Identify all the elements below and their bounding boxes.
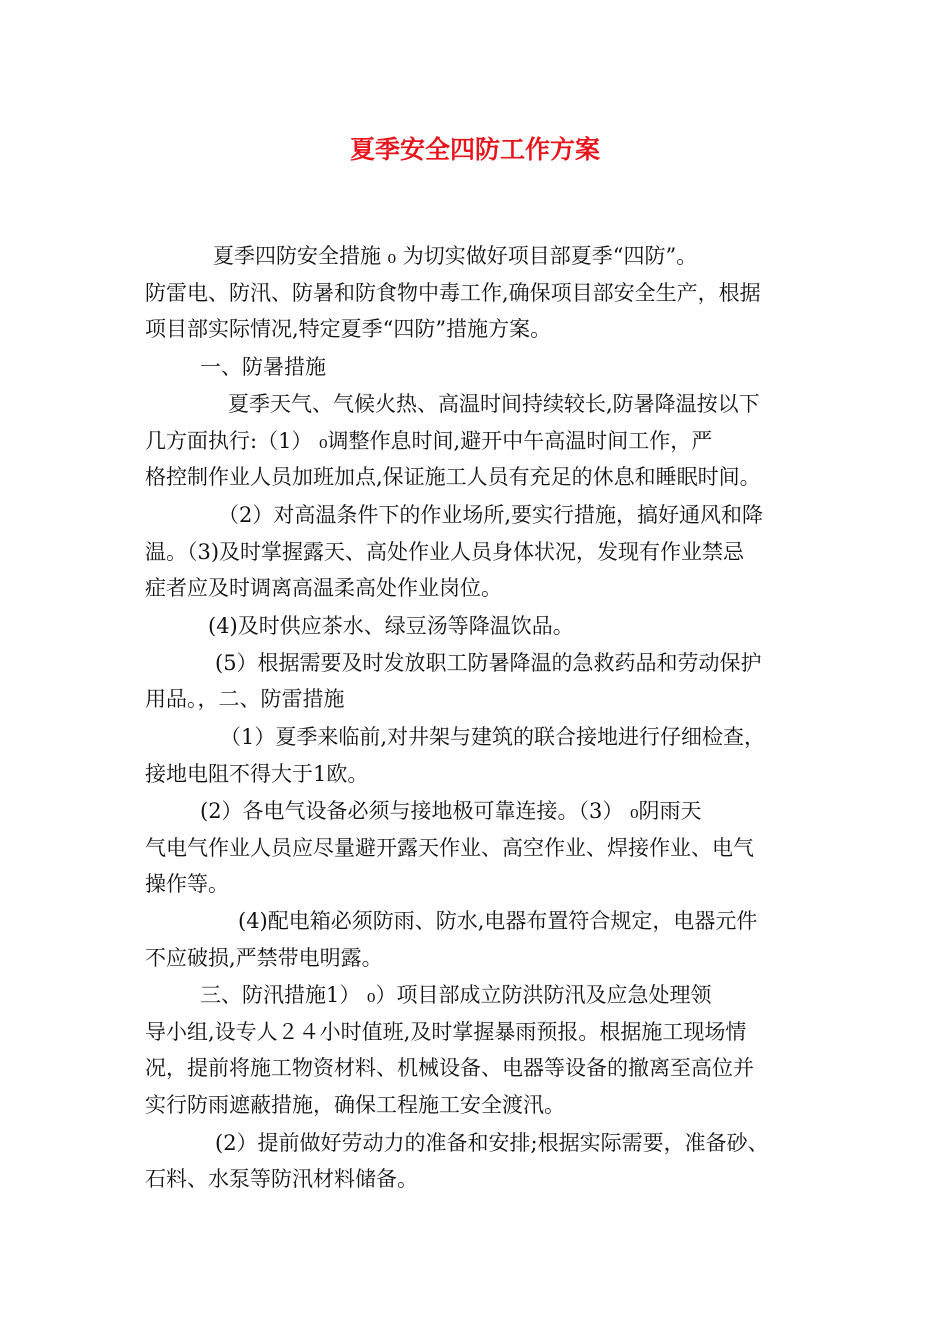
document-title: 夏季安全四防工作方案 — [349, 135, 600, 164]
paragraph-line: 不应破损,严禁带电明露。 — [145, 946, 383, 970]
paragraph-line: 项目部实际情况,特定夏季“四防”措施方案。 — [145, 317, 552, 341]
paragraph-line: (4)配电箱必须防雨、防水,电器布置符合规定，电器元件 — [238, 909, 758, 933]
paragraph-line: 夏季四防安全措施 ₀ 为切实做好项目部夏季“四防”。 — [213, 244, 698, 268]
paragraph-line: 实行防雨遮蔽措施，确保工程施工安全渡汛。 — [145, 1093, 565, 1117]
paragraph-line: (2）各电气设备必须与接地极可靠连接。（3） ₀阴雨天 — [200, 799, 702, 823]
paragraph-line: (4)及时供应茶水、绿豆汤等降温饮品。 — [208, 614, 574, 638]
paragraph-line: 操作等。 — [145, 872, 229, 896]
paragraph-line: (5）根据需要及时发放职工防暑降温的急救药品和劳动保护 — [215, 651, 762, 675]
paragraph-line: 接地电阻不得大于1欧。 — [145, 762, 369, 786]
paragraph-line: 石料、水泵等防汛材料储备。 — [145, 1167, 418, 1191]
section-heading: 三、防汛措施1） ₀）项目部成立防洪防汛及应急处理领 — [200, 983, 712, 1007]
paragraph-line: 格控制作业人员加班加点,保证施工人员有充足的休息和睡眠时间。 — [145, 465, 761, 489]
paragraph-line: 几方面执行:（1） ₀调整作息时间,避开中午高温时间工作，严 — [145, 429, 713, 453]
paragraph-line: 气电气作业人员应尽量避开露天作业、高空作业、焊接作业、电气 — [145, 836, 754, 860]
paragraph-line: 夏季天气、气候火热、高温时间持续较长,防暑降温按以下 — [228, 392, 760, 416]
paragraph-line: （2）对高温条件下的作业场所,要实行措施，搞好通风和降 — [218, 503, 764, 527]
paragraph-line: 用品。，二、防雷措施 — [145, 687, 345, 711]
paragraph-line: 症者应及时调离高温柔高处作业岗位。 — [145, 576, 502, 600]
paragraph-line: 导小组,设专人２４小时值班,及时掌握暴雨预报。根据施工现场情 — [145, 1020, 747, 1044]
paragraph-line: (2）提前做好劳动力的准备和安排;根据实际需要，准备砂、 — [215, 1131, 769, 1155]
paragraph-line: 防雷电、防汛、防暑和防食物中毒工作,确保项目部安全生产，根据 — [145, 281, 761, 305]
section-heading: 一、防暑措施 — [200, 355, 326, 379]
paragraph-line: （1）夏季来临前,对井架与建筑的联合接地进行仔细检查， — [220, 725, 766, 749]
paragraph-line: 温。（3)及时掌握露天、高处作业人员身体状况，发现有作业禁忌 — [145, 540, 745, 564]
paragraph-line: 况，提前将施工物资材料、机械设备、电器等设备的撤离至高位并 — [145, 1056, 754, 1080]
